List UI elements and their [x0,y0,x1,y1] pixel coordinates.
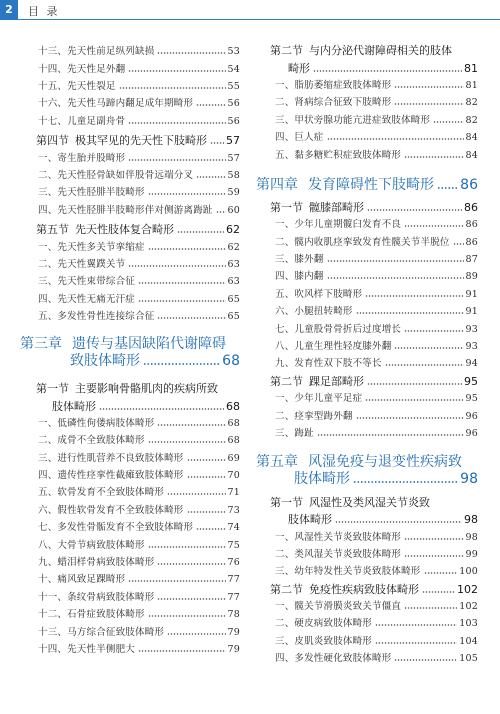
dot-leader [128,159,225,161]
dot-leader [128,580,225,582]
chapter-line-1 [20,336,240,353]
section-number: 第二节 [270,44,303,58]
page-number: 99 [465,548,478,560]
section-number: 第一节 [270,495,303,509]
dot-leader [422,591,455,593]
dot-leader [138,300,225,302]
dot-leader [404,607,457,609]
item-title: 九、蜡泪样骨病致肢体畸形 [38,557,155,569]
item-title: 三、膝外翻 [275,254,324,266]
toc-section [256,199,478,216]
dot-leader [196,528,225,530]
dot-leader [119,87,226,89]
page-number: 93 [465,323,478,335]
page-number: 55 [227,81,240,93]
toc-item [256,77,478,94]
item-title: 十四、先天性半侧肥大 [38,643,136,655]
dot-leader [187,476,226,478]
item-title: 七、儿童股骨骨折后过度增长 [275,323,402,335]
toc-item [20,415,240,432]
page-number: 102 [457,582,478,596]
item-title: 九、发育性双下肢不等长 [275,358,382,370]
page-number-box: 2 [0,0,18,20]
toc-item [20,43,240,60]
item-title: 十二、石骨症致肢体畸形 [38,609,145,621]
item-title: 一、先天性多关节挛缩症 [38,241,145,253]
page-number: 104 [459,635,478,647]
toc-item [20,467,240,484]
page-number: 81 [464,61,478,75]
toc-item [20,239,240,256]
section-title: 免疫性疾病致肢体畸形 [309,582,419,596]
dot-leader [385,364,464,366]
chapter-number: 第四章 [256,176,298,193]
dot-leader [148,248,226,250]
page-number: 81 [465,80,478,92]
item-title: 五、黏多糖贮积症致肢体畸形 [275,149,402,161]
chapter-number: 第五章 [256,453,298,470]
toc-item [256,286,478,303]
item-title: 十五、先天性裂足 [38,81,116,93]
dot-leader [375,624,457,626]
dot-leader [394,659,457,661]
dot-leader [157,317,225,319]
section-title: 先天性肢体复合畸形 [75,223,174,237]
page-number: 76 [227,557,240,569]
dot-leader [327,277,464,279]
page-number: 93 [465,341,478,353]
toc-section [256,581,478,598]
dot-leader [375,642,457,644]
toc-item [20,78,240,95]
dot-leader [453,243,464,245]
dot-leader [404,156,463,158]
item-title: 十四、先天性足外翻 [38,63,126,75]
page-number: 57 [226,134,240,148]
section-number: 第四节 [36,134,69,148]
toc-item [20,589,240,606]
item-title: 一、脂肪萎缩症致肢体畸形 [275,80,392,92]
page-number: 95 [465,393,478,405]
page-number: 65 [227,293,240,305]
header-title: 目 录 [28,5,60,18]
chapter-title-continued: 肢体畸形 [294,471,350,488]
item-title: 二、成骨不全致肢体畸形 [38,435,145,447]
item-title: 五、软骨发育不全致肢体畸形 [38,487,165,499]
section-title: 风湿性及类风湿关节炎致 [309,495,430,509]
toc-item [256,529,478,546]
dot-leader [424,572,458,574]
dot-leader [138,282,225,284]
dot-leader [353,481,458,483]
page-number: 60 [227,204,240,216]
dot-leader [128,70,225,72]
page-number: 62 [227,241,240,253]
toc-item [256,390,478,407]
page-number: 58 [227,170,240,182]
page-number: 59 [227,187,240,199]
toc-item [20,150,240,167]
dot-leader [327,260,464,262]
dot-leader [143,363,220,365]
item-title: 四、遗传性痉挛性截瘫致肢体畸形 [38,470,184,482]
dot-leader [216,211,226,213]
item-title: 十、痛风致足踝畸形 [38,574,126,586]
toc-item [256,251,478,268]
toc-item [256,147,478,164]
item-title: 五、吹风样下肢畸形 [275,288,363,300]
dot-leader [313,70,462,72]
item-title: 一、髋关节滑膜炎致关节僵直 [275,601,402,613]
section-line-2 [256,60,478,77]
toc-chapter [20,336,240,371]
page-number: 77 [227,574,240,586]
chapter-line-2 [256,471,478,488]
chapter-title: 遗传与基因缺陷代谢障碍 [72,335,226,352]
toc-item [20,95,240,112]
page-number: 87 [465,254,478,266]
toc-item [256,408,478,425]
item-title: 十三、马方综合征致肢体畸形 [38,626,165,638]
page-number: 91 [465,306,478,318]
toc-item [256,303,478,320]
dot-leader [157,52,225,54]
item-title: 十七、儿童足副舟骨 [38,115,126,127]
page-number: 70 [227,470,240,482]
item-title: 六、小腿扭转畸形 [275,306,353,318]
toc-item [256,650,478,667]
page-number: 82 [465,114,478,126]
item-title: 八、儿童生理性轻度膝外翻 [275,341,392,353]
page-number: 79 [227,643,240,655]
page-header [0,0,500,20]
dot-leader [148,615,226,617]
page-number: 71 [227,487,240,499]
section-number: 第二节 [270,374,303,388]
dot-leader [187,511,226,513]
page-number: 96 [465,427,478,439]
dot-leader [196,176,225,178]
dot-leader [367,209,462,211]
item-title: 三、先天性胫腓半肢畸形 [38,187,145,199]
section-number: 第一节 [36,382,69,396]
page-number: 82 [465,97,478,109]
section-title: 极其罕见的先天性下肢畸形 [75,134,207,148]
dot-leader [394,347,463,349]
item-title: 七、多发性骨骺发育不全致肢体畸形 [38,522,194,534]
dot-leader [404,225,463,227]
page-number: 75 [227,539,240,551]
dot-leader [187,459,226,461]
page-number: 62 [226,223,240,237]
page-number: 103 [459,618,478,630]
dot-leader [148,193,226,195]
dot-leader [356,417,464,419]
toc-item [20,641,240,658]
toc-item [256,615,478,632]
item-title: 四、膝内翻 [275,271,324,283]
section-line-1 [20,380,240,397]
page-number: 95 [464,374,478,388]
item-title: 五、多发性骨性连接综合征 [38,311,155,323]
section-number: 第二节 [270,582,303,596]
section-title: 髋膝部畸形 [309,200,364,214]
item-title: 三、踇趾 [275,427,314,439]
page-number: 56 [227,115,240,127]
toc-section [256,373,478,390]
toc-item [20,537,240,554]
page-number: 100 [459,566,478,578]
item-title: 三、幼年特发性关节炎致肢体畸形 [275,566,421,578]
page-number: 84 [465,132,478,144]
item-title: 四、先天性无痛无汗症 [38,293,136,305]
item-title: 一、风湿性关节炎致肢体畸形 [275,531,402,543]
dot-leader [148,546,226,548]
section-title: 主要影响骨骼肌肉的疾病所致 [75,382,218,396]
dot-leader [138,650,225,652]
dot-leader [327,138,464,140]
item-title: 十三、先天性前足纵列缺损 [38,46,155,58]
dot-leader [437,187,458,189]
page-number: 63 [227,276,240,288]
section-line-2 [20,398,240,415]
section-number: 第一节 [270,200,303,214]
item-title: 十一、条纹骨病致肢体畸形 [38,591,155,603]
toc-item [20,61,240,78]
dot-leader [404,330,463,332]
page-number: 69 [227,452,240,464]
page-number: 105 [459,653,478,665]
item-title: 六、假性软骨发育不全致肢体畸形 [38,504,184,516]
toc-item [20,184,240,201]
page-number: 65 [227,311,240,323]
dot-leader [196,104,225,106]
toc-item [20,519,240,536]
dot-leader [433,121,463,123]
dot-leader [365,399,463,401]
item-title: 三、先天性束带综合征 [38,276,136,288]
dot-leader [167,633,225,635]
page-number: 79 [227,626,240,638]
item-title: 一、寄生胎并股畸形 [38,152,126,164]
page-number: 68 [227,435,240,447]
toc-item [20,113,240,130]
page-number: 89 [465,271,478,283]
toc-item [20,571,240,588]
section-title: 踝足部畸形 [309,374,364,388]
dot-leader [394,86,463,88]
section-title-continued: 肢体畸形 [52,399,96,413]
toc-item [256,598,478,615]
item-title: 二、硬皮病致肢体畸形 [275,618,373,630]
item-title: 四、多发性硬化致肢体畸形 [275,653,392,665]
item-title: 一、少年儿童期髋臼发育不良 [275,219,402,231]
item-title: 八、大骨节病致肢体畸形 [38,539,145,551]
item-title: 四、巨人症 [275,132,324,144]
item-title: 二、先天性胫骨缺如伴股骨远端分叉 [38,170,194,182]
dot-leader [394,103,463,105]
page-number: 68 [227,417,240,429]
dot-leader [356,312,464,314]
toc-item [20,167,240,184]
item-title: 四、先天性胫腓半肢畸形伴对侧游离踇趾 [38,204,213,216]
dot-leader [128,122,225,124]
page-number: 68 [222,352,240,369]
chapter-title: 风湿免疫与退变性疾病致 [308,453,462,470]
page-number: 54 [227,63,240,75]
dot-leader [99,408,224,410]
toc-item [256,355,478,372]
page-number: 98 [460,471,478,488]
page-number: 84 [465,149,478,161]
page-number: 86 [460,176,478,193]
chapter-title-continued: 致肢体畸形 [70,352,140,369]
section-line-1 [256,494,478,511]
dot-leader [167,493,225,495]
dot-leader [210,142,224,144]
page-number: 73 [227,504,240,516]
toc-item [256,425,478,442]
toc-chapter [256,454,478,489]
toc-item [20,202,240,219]
item-title: 二、痉挛型踇外翻 [275,410,353,422]
section-line-1 [256,42,478,59]
toc-item [20,450,240,467]
item-title: 二、肾病综合征致下肢畸形 [275,97,392,109]
page-number: 91 [465,288,478,300]
toc-item [256,268,478,285]
dot-leader [317,434,464,436]
page-number: 77 [227,591,240,603]
toc-item [20,606,240,623]
item-title: 一、低磷性佝偻病肢体畸形 [38,417,155,429]
item-title: 三、甲状旁腺功能亢进症致肢体畸形 [275,114,431,126]
dot-leader [128,265,225,267]
chapter-line-2 [20,353,240,370]
toc-item [20,308,240,325]
page-number: 56 [227,98,240,110]
item-title: 三、进行性肌营养不良致肢体畸形 [38,452,184,464]
toc-item [20,624,240,641]
toc-right-column [256,42,478,667]
dot-leader [177,231,224,233]
item-title: 二、类风湿关节炎致肢体畸形 [275,548,402,560]
page-number: 86 [464,200,478,214]
section-line-2 [256,511,478,528]
dot-leader [404,538,463,540]
toc-item [20,484,240,501]
page-number: 98 [464,513,478,527]
toc-item [20,291,240,308]
page-number: 63 [227,258,240,270]
toc-section [20,221,240,238]
toc-item [256,94,478,111]
toc-chapter [256,177,478,194]
toc-item [256,338,478,355]
dot-leader [148,441,226,443]
toc-left-column [20,43,240,658]
toc-item [256,112,478,129]
page-number: 78 [227,609,240,621]
item-title: 十六、先天性马蹄内翻足成年期畸形 [38,98,194,110]
item-title: 二、髋内收肌痉挛致发育性髋关节半脱位 [275,236,450,248]
dot-leader [365,295,463,297]
toc-item [256,546,478,563]
page-number: 74 [227,522,240,534]
chapter-number: 第三章 [20,335,62,352]
item-title: 一、少年儿童平足症 [275,393,363,405]
page-number: 53 [227,46,240,58]
chapter-line-1 [256,454,478,471]
toc-item [20,256,240,273]
page-number: 86 [465,219,478,231]
page-number: 68 [226,399,240,413]
toc-item [256,633,478,650]
chapter-title: 发育障碍性下肢畸形 [308,176,434,193]
toc-item [256,129,478,146]
page-number: 57 [227,152,240,164]
dot-leader [335,521,462,523]
toc-section [256,42,478,77]
toc-item [256,234,478,251]
toc-item [20,273,240,290]
toc-section [20,380,240,415]
dot-leader [157,598,225,600]
item-title: 三、皮肌炎致肢体畸形 [275,635,373,647]
toc-item [20,432,240,449]
toc-item [256,216,478,233]
dot-leader [157,424,225,426]
section-number: 第五节 [36,223,69,237]
section-title-continued: 肢体畸形 [288,513,332,527]
toc-section [256,494,478,529]
toc-item [256,563,478,580]
page-number: 86 [465,236,478,248]
dot-leader [367,383,462,385]
dot-leader [157,563,225,565]
page-number: 96 [465,410,478,422]
page-number: 102 [459,601,478,613]
section-title-continued: 畸形 [288,61,310,75]
section-title: 与内分泌代谢障碍相关的肢体 [309,44,452,58]
toc-item [256,321,478,338]
item-title: 二、先天性翼蹼关节 [38,258,126,270]
page-number: 98 [465,531,478,543]
toc-item [20,502,240,519]
toc-section [20,132,240,149]
page-number: 94 [465,358,478,370]
toc-item [20,554,240,571]
dot-leader [404,555,463,557]
